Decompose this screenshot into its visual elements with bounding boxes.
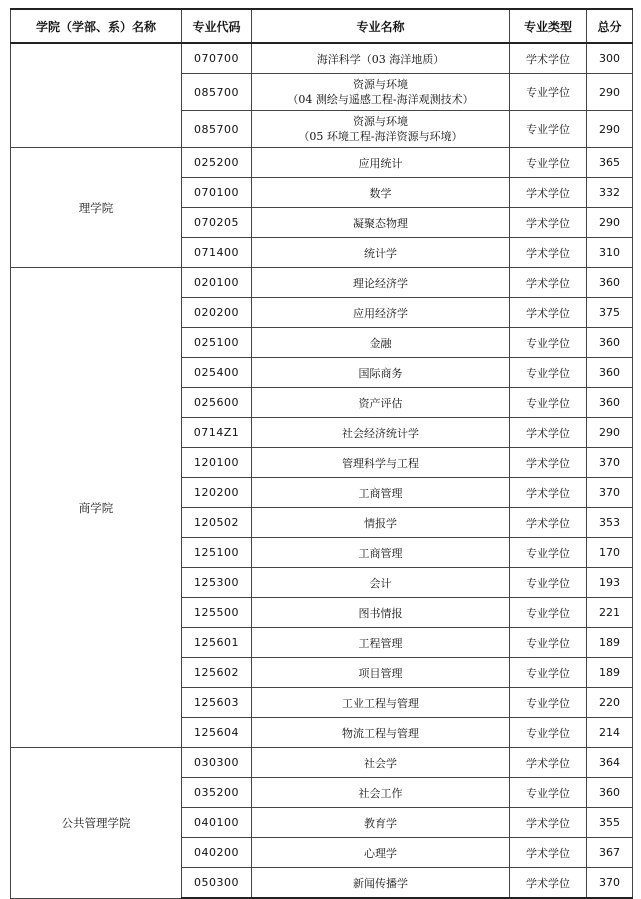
major-code-cell: 025400 (182, 358, 252, 388)
total-score-cell: 290 (587, 74, 633, 111)
college-name-cell: 商学院 (11, 268, 182, 748)
major-type-cell: 学术学位 (510, 43, 587, 74)
major-type-cell: 学术学位 (510, 478, 587, 508)
total-score-cell: 353 (587, 508, 633, 538)
major-name-cell (252, 328, 510, 358)
major-name-line: 心理学 (364, 846, 397, 860)
table-row (11, 148, 633, 178)
table-row (11, 268, 633, 298)
major-code-cell: 125603 (182, 688, 252, 718)
major-name-cell (252, 778, 510, 808)
major-code-cell: 035200 (182, 778, 252, 808)
major-name-line: 项目管理 (358, 666, 403, 680)
major-name-cell (252, 598, 510, 628)
major-type-cell: 学术学位 (510, 838, 587, 868)
college-name-cell: 理学院 (11, 148, 182, 268)
major-name-line: 数学 (369, 186, 392, 200)
total-score-cell: 290 (587, 208, 633, 238)
major-type-cell: 学术学位 (510, 448, 587, 478)
major-name-cell (252, 208, 510, 238)
major-name-cell (252, 148, 510, 178)
total-score-cell: 220 (587, 688, 633, 718)
total-score-cell: 189 (587, 628, 633, 658)
major-name-line: 海洋科学（03 海洋地质） (316, 52, 445, 66)
major-name-cell (252, 178, 510, 208)
major-name-cell (252, 508, 510, 538)
total-score-cell: 189 (587, 658, 633, 688)
table-row (11, 748, 633, 778)
major-name-cell (252, 448, 510, 478)
major-name-line: 社会工作 (358, 786, 403, 800)
major-name-line: 管理科学与工程 (342, 456, 419, 470)
admission-score-table (10, 8, 633, 899)
major-type-cell: 学术学位 (510, 298, 587, 328)
major-name-line: 工商管理 (358, 546, 403, 560)
major-type-cell: 专业学位 (510, 778, 587, 808)
total-score-cell: 290 (587, 111, 633, 148)
major-code-cell: 020100 (182, 268, 252, 298)
major-code-cell: 120100 (182, 448, 252, 478)
total-score-cell: 214 (587, 718, 633, 748)
total-score-cell: 360 (587, 328, 633, 358)
major-code-cell: 085700 (182, 111, 252, 148)
header-row (11, 9, 633, 43)
major-name-line: 工商管理 (358, 486, 403, 500)
major-name-cell (252, 838, 510, 868)
major-code-cell: 125500 (182, 598, 252, 628)
major-code-cell: 071400 (182, 238, 252, 268)
major-name-line: 新闻传播学 (353, 876, 408, 890)
major-code-cell: 0714Z1 (182, 418, 252, 448)
major-code-cell: 025200 (182, 148, 252, 178)
major-type-cell: 专业学位 (510, 568, 587, 598)
major-name-line: 会计 (369, 576, 392, 590)
total-score-cell: 300 (587, 43, 633, 74)
major-type-cell: 专业学位 (510, 538, 587, 568)
major-name-line: 统计学 (364, 246, 397, 260)
major-code-cell: 125604 (182, 718, 252, 748)
college-name-cell (11, 43, 182, 148)
major-name-line: 教育学 (364, 816, 397, 830)
major-type-cell: 学术学位 (510, 418, 587, 448)
major-type-cell: 专业学位 (510, 388, 587, 418)
major-name-line: 社会学 (364, 756, 397, 770)
major-name-line: 资源与环境 (353, 78, 408, 91)
major-code-cell: 070700 (182, 43, 252, 74)
major-type-cell: 专业学位 (510, 628, 587, 658)
major-name-cell (252, 808, 510, 838)
major-code-cell: 125602 (182, 658, 252, 688)
major-code-cell: 020200 (182, 298, 252, 328)
major-name-cell (252, 43, 510, 74)
major-name-cell (252, 358, 510, 388)
major-code-cell: 085700 (182, 74, 252, 111)
major-name-line: 资产评估 (358, 396, 403, 410)
major-code-cell: 040200 (182, 838, 252, 868)
major-name-cell (252, 658, 510, 688)
major-type-cell: 专业学位 (510, 111, 587, 148)
major-type-cell: 学术学位 (510, 178, 587, 208)
major-name-line: 凝聚态物理 (353, 216, 408, 230)
major-name-cell (252, 868, 510, 899)
total-score-cell: 375 (587, 298, 633, 328)
major-name-cell (252, 538, 510, 568)
major-name-cell (252, 268, 510, 298)
major-type-cell: 学术学位 (510, 268, 587, 298)
total-score-cell: 364 (587, 748, 633, 778)
header-major-name: 专业名称 (252, 9, 510, 43)
major-type-cell: 专业学位 (510, 358, 587, 388)
major-type-cell: 专业学位 (510, 688, 587, 718)
major-code-cell: 070205 (182, 208, 252, 238)
major-name-cell (252, 568, 510, 598)
major-code-cell: 040100 (182, 808, 252, 838)
major-type-cell: 学术学位 (510, 868, 587, 899)
total-score-cell: 310 (587, 238, 633, 268)
major-name-cell (252, 74, 510, 111)
major-code-cell: 070100 (182, 178, 252, 208)
major-type-cell: 专业学位 (510, 718, 587, 748)
major-type-cell: 学术学位 (510, 808, 587, 838)
header-major-type: 专业类型 (510, 9, 587, 43)
major-name-line: （04 测绘与遥感工程-海洋观测技术） (287, 93, 474, 106)
major-name-line: 工程管理 (358, 636, 403, 650)
major-name-line: 物流工程与管理 (342, 726, 419, 740)
header-college: 学院（学部、系）名称 (11, 9, 182, 43)
major-type-cell: 学术学位 (510, 748, 587, 778)
total-score-cell: 360 (587, 778, 633, 808)
total-score-cell: 170 (587, 538, 633, 568)
major-code-cell: 030300 (182, 748, 252, 778)
major-type-cell: 专业学位 (510, 74, 587, 111)
total-score-cell: 365 (587, 148, 633, 178)
total-score-cell: 370 (587, 868, 633, 899)
major-name-cell (252, 688, 510, 718)
table-row (11, 43, 633, 74)
major-name-line: 图书情报 (358, 606, 403, 620)
major-type-cell: 专业学位 (510, 328, 587, 358)
major-name-cell (252, 388, 510, 418)
major-name-cell (252, 748, 510, 778)
major-code-cell: 025100 (182, 328, 252, 358)
major-name-line: 应用经济学 (353, 306, 408, 320)
major-type-cell: 学术学位 (510, 208, 587, 238)
total-score-cell: 367 (587, 838, 633, 868)
total-score-cell: 332 (587, 178, 633, 208)
major-name-line: 金融 (369, 336, 392, 350)
major-code-cell: 120200 (182, 478, 252, 508)
major-name-line: 应用统计 (358, 156, 403, 170)
major-name-cell (252, 628, 510, 658)
header-major-code: 专业代码 (182, 9, 252, 43)
major-code-cell: 125601 (182, 628, 252, 658)
major-code-cell: 050300 (182, 868, 252, 899)
major-code-cell: 125100 (182, 538, 252, 568)
total-score-cell: 370 (587, 448, 633, 478)
major-name-line: 资源与环境 (353, 115, 408, 128)
major-name-line: 国际商务 (358, 366, 403, 380)
major-code-cell: 120502 (182, 508, 252, 538)
major-type-cell: 专业学位 (510, 148, 587, 178)
total-score-cell: 193 (587, 568, 633, 598)
total-score-cell: 360 (587, 268, 633, 298)
total-score-cell: 290 (587, 418, 633, 448)
major-name-cell (252, 238, 510, 268)
major-name-cell (252, 718, 510, 748)
college-name-cell: 公共管理学院 (11, 748, 182, 899)
major-name-cell (252, 418, 510, 448)
total-score-cell: 360 (587, 388, 633, 418)
major-name-line: （05 环境工程-海洋资源与环境） (298, 130, 463, 143)
major-name-line: 理论经济学 (353, 276, 408, 290)
major-name-line: 工业工程与管理 (342, 696, 419, 710)
major-type-cell: 专业学位 (510, 658, 587, 688)
total-score-cell: 355 (587, 808, 633, 838)
major-name-line: 社会经济统计学 (342, 426, 419, 440)
major-name-line: 情报学 (364, 516, 397, 530)
header-total-score: 总分 (587, 9, 633, 43)
major-name-cell (252, 298, 510, 328)
major-name-cell (252, 111, 510, 148)
major-type-cell: 学术学位 (510, 508, 587, 538)
total-score-cell: 370 (587, 478, 633, 508)
major-code-cell: 025600 (182, 388, 252, 418)
major-code-cell: 125300 (182, 568, 252, 598)
table-body (11, 43, 633, 898)
major-type-cell: 学术学位 (510, 238, 587, 268)
major-name-cell (252, 478, 510, 508)
total-score-cell: 360 (587, 358, 633, 388)
total-score-cell: 221 (587, 598, 633, 628)
major-type-cell: 专业学位 (510, 598, 587, 628)
